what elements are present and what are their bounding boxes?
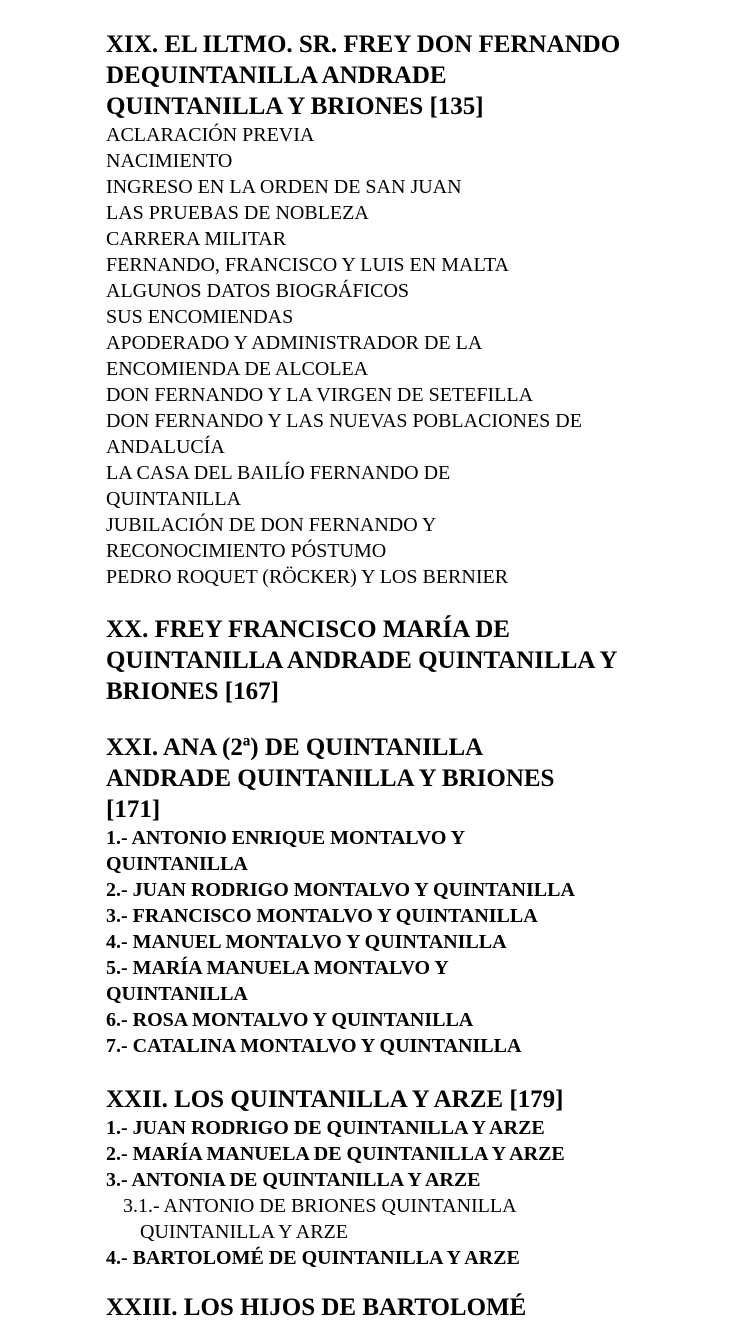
toc-list-xxii xyxy=(106,1115,565,1271)
toc-section-xxi xyxy=(106,732,586,1059)
toc-subitem-line2: QUINTANILLA Y ARZE xyxy=(140,1221,348,1243)
toc-item[interactable]: 1.- JUAN RODRIGO DE QUINTANILLA Y ARZE xyxy=(106,1117,545,1139)
toc-item[interactable]: NACIMIENTO xyxy=(106,150,233,172)
toc-heading-xxi[interactable]: XXI. ANA (2ª) DE QUINTANILLA ANDRADE QUINTANILLA Y BRIONES [171] xyxy=(106,734,555,823)
toc-subitem[interactable] xyxy=(106,1193,565,1245)
toc-item[interactable]: FERNANDO, FRANCISCO Y LUIS EN MALTA xyxy=(106,254,509,276)
toc-item[interactable]: 3.- FRANCISCO MONTALVO Y QUINTANILLA xyxy=(106,905,538,927)
toc-item[interactable]: 6.- ROSA MONTALVO Y QUINTANILLA xyxy=(106,1009,474,1031)
toc-item[interactable]: 4.- MANUEL MONTALVO Y QUINTANILLA xyxy=(106,931,507,953)
toc-item[interactable]: 3.- ANTONIA DE QUINTANILLA Y ARZE xyxy=(106,1169,481,1191)
toc-list-xix xyxy=(106,122,626,590)
toc-heading-xx[interactable]: XX. FREY FRANCISCO MARÍA DE QUINTANILLA ANDRADE QUINTANILLA Y BRIONES [167] xyxy=(106,616,617,705)
toc-item[interactable]: DON FERNANDO Y LA VIRGEN DE SETEFILLA xyxy=(106,384,534,406)
toc-heading-xxiii[interactable]: XXIII. LOS HIJOS DE BARTOLOMÉ xyxy=(106,1294,527,1321)
toc-section-xx xyxy=(106,614,626,707)
toc-item[interactable]: 2.- JUAN RODRIGO MONTALVO Y QUINTANILLA xyxy=(106,879,575,901)
toc-item[interactable]: 2.- MARÍA MANUELA DE QUINTANILLA Y ARZE xyxy=(106,1143,565,1165)
toc-section-xix xyxy=(106,29,626,590)
toc-item[interactable]: JUBILACIÓN DE DON FERNANDO Y RECONOCIMIENTO PÓSTUMO xyxy=(106,514,436,562)
toc-list-xxi xyxy=(106,825,586,1059)
toc-heading-xix[interactable]: XIX. EL ILTMO. SR. FREY DON FERNANDO DEQUINTANILLA ANDRADE QUINTANILLA Y BRIONES [135] xyxy=(106,31,621,120)
toc-item[interactable]: 7.- CATALINA MONTALVO Y QUINTANILLA xyxy=(106,1035,522,1057)
toc-item[interactable]: SUS ENCOMIENDAS xyxy=(106,306,294,328)
toc-item[interactable]: LAS PRUEBAS DE NOBLEZA xyxy=(106,202,369,224)
toc-heading-xxii[interactable]: XXII. LOS QUINTANILLA Y ARZE [179] xyxy=(106,1086,564,1113)
toc-item[interactable]: APODERADO Y ADMINISTRADOR DE LA ENCOMIENDA DE ALCOLEA xyxy=(106,332,482,380)
toc-section-xxii xyxy=(106,1084,565,1271)
toc-item[interactable]: CARRERA MILITAR xyxy=(106,228,287,250)
toc-item[interactable]: ALGUNOS DATOS BIOGRÁFICOS xyxy=(106,280,410,302)
toc-item[interactable]: ACLARACIÓN PREVIA xyxy=(106,124,315,146)
toc-item[interactable]: 1.- ANTONIO ENRIQUE MONTALVO Y QUINTANILLA xyxy=(106,827,465,875)
toc-item[interactable]: PEDRO ROQUET (RÖCKER) Y LOS BERNIER xyxy=(106,566,509,588)
toc-item[interactable]: DON FERNANDO Y LAS NUEVAS POBLACIONES DE ANDALUCÍA xyxy=(106,410,582,458)
toc-subitem-line1: 3.1.- ANTONIO DE BRIONES QUINTANILLA xyxy=(123,1195,517,1217)
toc-item[interactable]: LA CASA DEL BAILÍO FERNANDO DE QUINTANILLA xyxy=(106,462,451,510)
toc-item[interactable]: 4.- BARTOLOMÉ DE QUINTANILLA Y ARZE xyxy=(106,1247,520,1269)
toc-item[interactable]: 5.- MARÍA MANUELA MONTALVO Y QUINTANILLA xyxy=(106,957,449,1005)
toc-item[interactable]: INGRESO EN LA ORDEN DE SAN JUAN xyxy=(106,176,462,198)
